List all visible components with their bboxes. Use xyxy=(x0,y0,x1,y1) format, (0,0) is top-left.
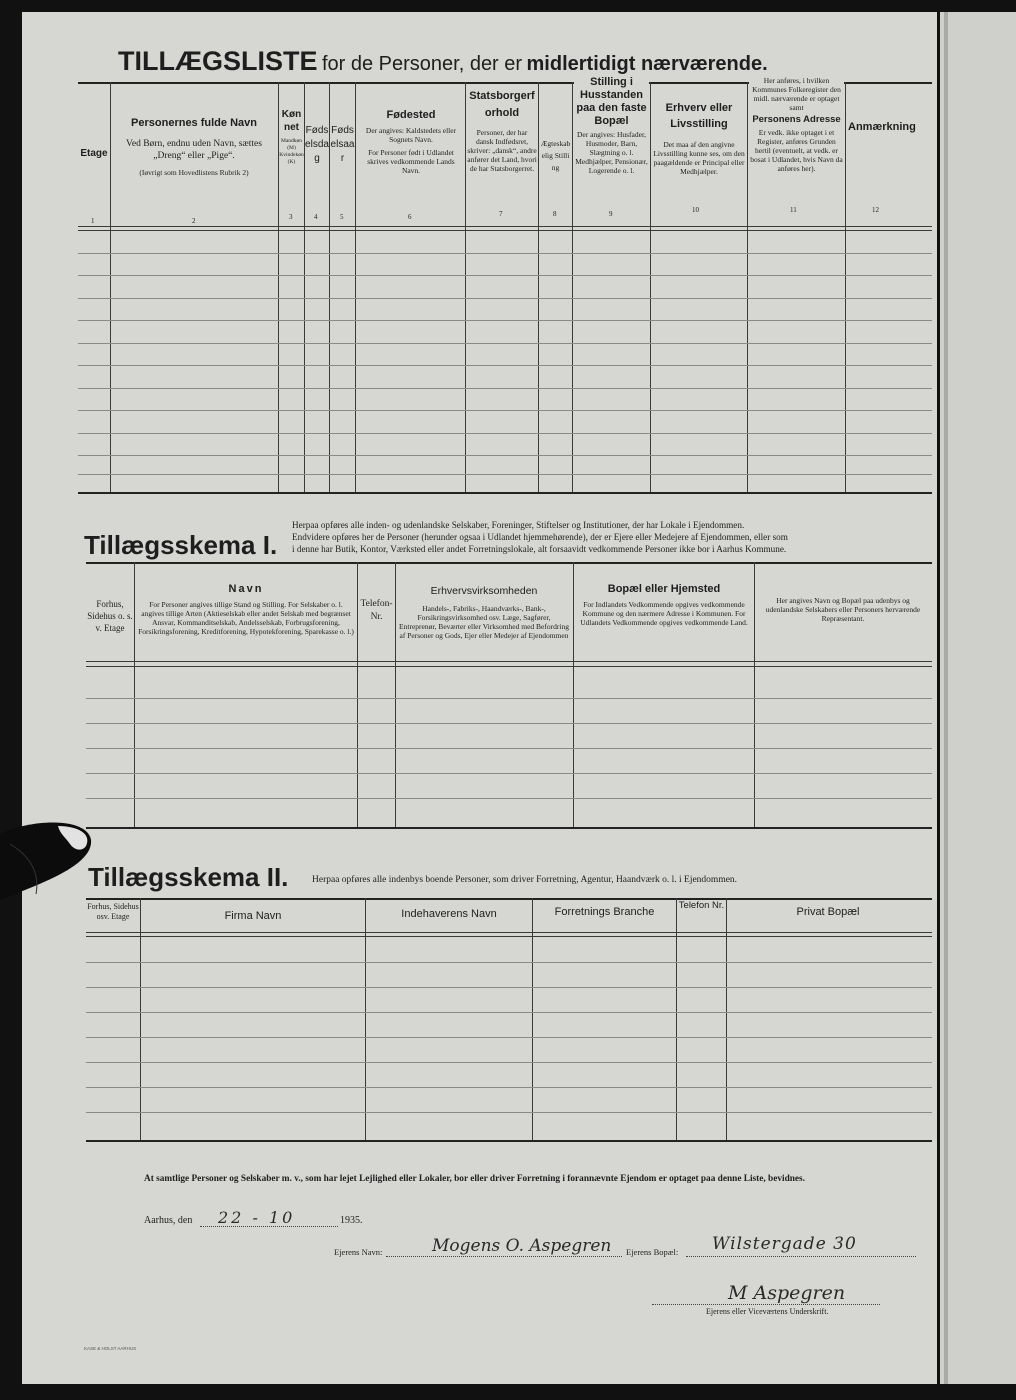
col-adresse-sub2: Er vedk. ikke optaget i et Register, anføres Grunden hertil (eventuelt, at vedk. er bosat i Udlandet, hvis Navn da anføres her). xyxy=(750,128,843,173)
skema1-col-rep: Her angives Navn og Bopæl paa udenbys og udenlandske Selskabers eller Personers herværende Repræsentant. xyxy=(765,596,921,623)
signature-label: Ejerens eller Viceværtens Underskrift. xyxy=(706,1307,829,1316)
col-husstand-title: Stilling i Husstanden paa den faste Bopæl xyxy=(576,76,647,127)
date-handwritten: 22 - 10 xyxy=(218,1208,296,1227)
signature-handwritten: M Aspegren xyxy=(728,1282,846,1304)
col-statsborger-title: Statsborgerforhold xyxy=(469,90,535,119)
skema1-col-erhverv-sub: Handels-, Fabriks-, Haandværks-, Bank-, Forsikringsvirksomhed osv. Læge, Sagfører, Entreprenør, Beværter eller Virksomhed med Befordring af Personer og Gods, Ejer eller Medejer af Ejendommen xyxy=(399,604,569,640)
year: 1935. xyxy=(340,1215,363,1226)
col-statsborger-sub: Personer, der har dansk Indfødsret, skriver: „dansk“, andre anfører det Land, hvori de har Statsborgerret. xyxy=(467,128,537,173)
list-title xyxy=(118,46,768,77)
adjacent-page-edge xyxy=(940,12,1016,1384)
col-etage: Etage xyxy=(80,148,108,159)
owner-address-label: Ejerens Bopæl: xyxy=(626,1247,679,1257)
col-foedselsaar: Fødselsaar xyxy=(330,125,355,164)
owner-name-handwritten: Mogens O. Aspegren xyxy=(432,1236,612,1256)
col-foedselsdag: Fødselsdag xyxy=(305,125,329,164)
colnum-11: 11 xyxy=(790,206,797,214)
col-adresse-sub: Her anføres, i hvilken Kommunes Folkeregister den midl. nærværende er optaget samt xyxy=(752,76,841,112)
owner-address-handwritten: Wilstergade 30 xyxy=(712,1234,857,1254)
skema1-col-etage: Forhus, Sidehus o. s. v. Etage xyxy=(87,599,133,633)
skema1-intro-2: Endvidere opføres her de Personer (herunder ogsaa i Udlandet hjemmehørende), der er Ejere eller Medejere af Ejendommen, eller som xyxy=(292,532,788,542)
col-foedested-title: Fødested xyxy=(386,109,436,121)
skema1-col-navn-title: Navn xyxy=(228,583,264,595)
list-title-bold-2: midlertidigt nærværende. xyxy=(526,53,768,75)
colnum-8: 8 xyxy=(553,210,557,218)
skema2-col-branche: Forretnings Branche xyxy=(554,906,655,918)
col-foedested-sub2: For Personer født i Udlandet skrives vedkommende Lands Navn. xyxy=(367,148,455,175)
col-husstand xyxy=(574,76,649,175)
skema1-col-navn xyxy=(138,582,354,636)
skema1-col-bopael-sub: For Indlandets Vedkommende opgives vedkommende Kommune og den nærmere Adresse i Kommunen. For Udlandets Vedkommende opgives vedkommende Land. xyxy=(580,600,748,627)
col-adresse xyxy=(749,76,844,173)
printer-mark: KASE & HOLST AARHUS xyxy=(84,1346,137,1351)
owner-name-label: Ejerens Navn: xyxy=(334,1247,383,1257)
skema1-title: Tillægsskema I. xyxy=(84,530,278,560)
skema2-col-etage: Forhus, Sidehus osv. Etage xyxy=(87,902,139,921)
skema2-col-firma: Firma Navn xyxy=(224,910,282,922)
col-name-title: Personernes fulde Navn xyxy=(131,117,257,129)
skema2-col-indehaver: Indehaverens Navn xyxy=(401,908,497,920)
skema1-col-bopael-title: Bopæl eller Hjemsted xyxy=(607,583,721,595)
col-koen-sub: Mandkøn (M) Kvindekøn (K) xyxy=(279,138,304,165)
colnum-6: 6 xyxy=(408,213,412,221)
skema2-col-tlf: Telefon Nr. xyxy=(678,900,725,911)
col-husstand-sub: Der angives: Husfader, Husmoder, Barn, Slægtning o. l. Medhjælper, Pensionær, Logerende o. l. xyxy=(575,130,648,175)
col-koen-title: Kønnet xyxy=(281,109,302,133)
col-foedested xyxy=(358,108,464,175)
thumb-shape xyxy=(0,816,95,906)
col-erhverv xyxy=(652,100,746,176)
colnum-4: 4 xyxy=(314,213,318,221)
skema1-col-tlf: Telefon-Nr. xyxy=(360,599,393,622)
colnum-5: 5 xyxy=(340,213,344,221)
skema2-intro: Herpaa opføres alle indenbys boende Personer, som driver Forretning, Agentur, Haandværk o. l. i Ejendommen. xyxy=(312,875,738,885)
skema2-title: Tillægsskema II. xyxy=(88,862,289,892)
colnum-1: 1 xyxy=(91,217,95,225)
skema1-col-erhverv-title: Erhvervsvirksomheden xyxy=(430,585,538,597)
colnum-2: 2 xyxy=(192,217,196,225)
col-name-sub2: (Iøvrigt som Hovedlistens Rubrik 2) xyxy=(139,168,249,177)
skema1-intro-1: Herpaa opføres alle inden- og udenlandske Selskaber, Foreninger, Stiftelser og Institutioner, der har Lokale i Ejendommen. xyxy=(292,520,745,530)
colnum-10: 10 xyxy=(692,206,699,214)
form-page xyxy=(22,12,937,1384)
declaration: At samtlige Personer og Selskaber m. v., som har lejet Lejlighed eller Lokaler, bor eller driver Forretning i forannævnte Ejendom er optaget paa denne Liste, bevidnes. xyxy=(144,1174,805,1184)
col-erhverv-title: Erhverv eller Livsstilling xyxy=(665,102,733,130)
col-anmaerkning: Anmærkning xyxy=(848,121,916,133)
col-koen xyxy=(279,108,304,166)
col-adresse-title: Personens Adresse xyxy=(752,114,841,125)
skema1-intro-3: i denne har Butik, Kontor, Værksted eller andet Forretningslokale, alt forsaavidt vedkommende Personer ikke bor i Aarhus Kommune. xyxy=(292,544,787,554)
skema2-col-bopael: Privat Bopæl xyxy=(796,906,860,918)
skema1-col-erhverv xyxy=(398,584,570,640)
col-erhverv-sub: Det maa af den angivne Livsstilling kunne ses, om den paagældende er Principal eller Medhjælper. xyxy=(653,140,745,176)
colnum-12: 12 xyxy=(872,206,879,214)
list-title-rest: for de Personer, der er xyxy=(321,53,523,75)
skema1-col-navn-sub: For Personer angives tillige Stand og Stilling. For Selskaber o. l. angives tillige Arten (Aktieselskab eller andet Selskab med begrænset Ansvar, Kommanditselskab, Andelsselskab, Forbrugsforening, Forsikringsforening, Kreditforening, Hypotekforening, Sparekasse o. l.) xyxy=(138,600,354,636)
skema1-col-bopael xyxy=(576,582,752,627)
col-name-sub: Ved Børn, endnu uden Navn, sættes „Dreng“ eller „Pige“. xyxy=(126,139,262,161)
col-name xyxy=(112,116,276,177)
colnum-3: 3 xyxy=(289,213,293,221)
colnum-9: 9 xyxy=(609,210,613,218)
col-statsborger xyxy=(467,88,537,173)
list-title-bold: TILLÆGSLISTE xyxy=(118,46,318,76)
col-aegteskab: Ægteskabelig Stilling xyxy=(540,139,571,172)
place-label: Aarhus, den xyxy=(144,1215,193,1226)
col-foedested-sub: Der angives: Kaldstedets eller Sognets Navn. xyxy=(365,126,457,144)
colnum-7: 7 xyxy=(499,210,503,218)
skema1-intro xyxy=(292,519,932,555)
